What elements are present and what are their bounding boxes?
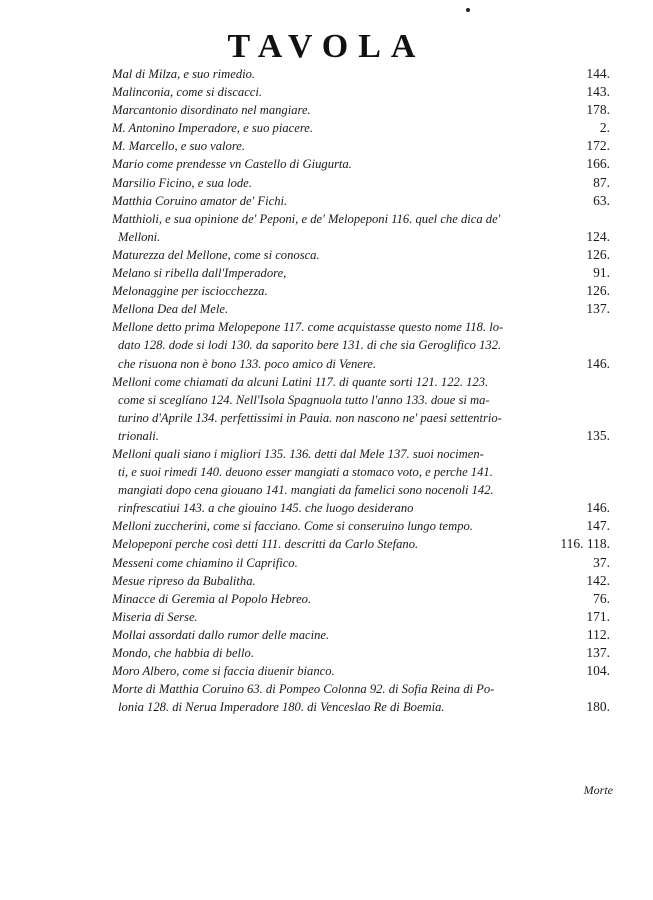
index-line [112, 336, 610, 354]
entry-text: Maturezza del Mellone, come si conosca. [112, 247, 320, 262]
index-entry [112, 210, 610, 246]
page-number: 147. [586, 518, 610, 534]
page-number: 146. [586, 500, 610, 516]
index-line [112, 608, 610, 626]
index-line [112, 590, 610, 608]
index-entry [112, 572, 610, 590]
page-number: 166. [586, 156, 610, 172]
index-line [112, 662, 610, 680]
index-line [112, 318, 610, 336]
page-number: 171. [586, 608, 610, 624]
entry-text: mangiati dopo cena giouano 141. mangiati da famelici sono nocenoli 142. [118, 483, 494, 498]
page-number: 76. [593, 590, 610, 606]
page-number: 144. [586, 66, 610, 81]
page-number: 137. [586, 301, 610, 317]
index-entry [112, 101, 610, 119]
index-entry [112, 644, 610, 662]
index-line [112, 174, 610, 192]
index-entry [112, 192, 610, 210]
index-line [112, 409, 610, 427]
index-list [112, 65, 610, 716]
index-line [112, 499, 610, 517]
index-line [112, 264, 610, 282]
index-entry [112, 318, 610, 372]
index-entry [112, 264, 610, 282]
entry-text: Mario come prendesse vn Castello di Giugurta. [112, 157, 352, 172]
index-entry [112, 119, 610, 137]
page-number: 137. [586, 645, 610, 660]
entry-text: Melloni zuccherini, come si facciano. Come si conseruino lungo tempo. [112, 519, 473, 534]
index-entry [112, 155, 610, 173]
page-number: 172. [586, 138, 610, 154]
index-line [112, 517, 610, 535]
index-line [112, 83, 610, 101]
page-number: 178. [586, 102, 610, 118]
entry-text: Melloni quali siano i migliori 135. 136. detti dal Mele 137. suoi nocimen- [112, 446, 484, 461]
index-line [112, 282, 610, 300]
entry-text: turino d'Aprile 134. perfettissimi in Pauia. non nascono ne' paesi settentrio- [118, 410, 502, 425]
entry-text: Messeni come chiamino il Caprifico. [112, 555, 298, 570]
index-entry [112, 174, 610, 192]
index-line [112, 373, 610, 391]
index-line [112, 391, 610, 409]
index-entry [112, 137, 610, 155]
page-number: 116. 118. [560, 536, 610, 552]
index-line [112, 155, 610, 173]
index-entry [112, 608, 610, 626]
entry-text: Mellona Dea del Mele. [112, 302, 229, 317]
index-line [112, 355, 610, 373]
page-number: 91. [593, 265, 610, 281]
index-entry [112, 65, 610, 83]
page-number: 2. [599, 120, 610, 136]
entry-text: Malinconia, come si discacci. [112, 85, 263, 100]
index-entry [112, 517, 610, 535]
index-line [112, 644, 610, 662]
index-entry [112, 680, 610, 716]
index-line [112, 535, 610, 553]
page-number: 37. [593, 554, 610, 570]
page-number: 146. [586, 355, 610, 371]
entry-text: lonia 128. di Nerua Imperadore 180. di Venceslao Re di Boemia. [118, 700, 445, 715]
entry-text: Melano si ribella dall'Imperadore, [112, 266, 287, 281]
index-line [112, 698, 610, 716]
entry-text: Marsilio Ficino, e sua lode. [112, 175, 252, 190]
entry-text: Melopeponi perche così detti 111. descritti da Carlo Stefano. [112, 537, 419, 552]
index-line [112, 228, 610, 246]
index-entry [112, 626, 610, 644]
entry-text: ti, e suoi rimedi 140. deuono esser mangiati a stomaco voto, e perche 141. [118, 465, 493, 480]
entry-text: Melonaggine per isciocchezza. [112, 284, 268, 299]
entry-text: Mal di Milza, e suo rimedio. [112, 67, 256, 81]
page-number: 124. [586, 228, 610, 244]
page-title: TAVOLA [227, 28, 426, 65]
entry-text: M. Antonino Imperadore, e suo piacere. [112, 121, 313, 136]
entry-text: Mellone detto prima Melopepone 117. come acquistasse questo nome 118. lo- [112, 320, 504, 335]
entry-text: M. Marcello, e suo valore. [112, 139, 246, 154]
index-entry [112, 554, 610, 572]
entry-text: Mesue ripreso da Bubalitha. [112, 573, 256, 588]
index-line [112, 626, 610, 644]
index-entry [112, 445, 610, 517]
index-entry [112, 535, 610, 553]
index-line [112, 572, 610, 590]
index-line [112, 481, 610, 499]
entry-text: che risuona non è bono 133. poco amico di Venere. [118, 356, 377, 371]
index-line [112, 463, 610, 481]
page-number: 142. [586, 572, 610, 588]
page-number: 143. [586, 84, 610, 100]
entry-text: trionali. [118, 428, 159, 443]
entry-text: Minacce di Geremia al Popolo Hebreo. [112, 591, 312, 606]
index-line [112, 246, 610, 264]
page-number: 126. [586, 283, 610, 299]
page-number: 104. [586, 663, 610, 679]
index-line [112, 445, 610, 463]
entry-text: Matthioli, e sua opinione de' Peponi, e de' Melopeponi 116. quel che dica de' [112, 211, 501, 226]
index-line [112, 119, 610, 137]
entry-text: Marcantonio disordinato nel mangiare. [112, 103, 311, 118]
index-line [112, 192, 610, 210]
index-entry [112, 590, 610, 608]
index-entry [112, 282, 610, 300]
catchword: Morte [583, 783, 613, 797]
index-line [112, 210, 610, 228]
entry-text: come si sceglíano 124. Nell'Isola Spagnuola tutto l'anno 133. doue si ma- [118, 392, 490, 407]
page-number: 63. [593, 192, 610, 208]
index-entry [112, 373, 610, 445]
ink-speck [466, 8, 470, 12]
page-number: 135. [586, 427, 610, 443]
index-line [112, 101, 610, 119]
entry-text: Miseria di Serse. [112, 609, 198, 624]
entry-text: Melloni come chiamati da alcuni Latini 117. di quante sorti 121. 122. 123. [112, 374, 489, 389]
page-number: 112. [586, 626, 610, 642]
index-line [112, 137, 610, 155]
index-line [112, 65, 610, 83]
entry-text: Matthia Coruino amator de' Fichi. [112, 193, 288, 208]
entry-text: Mollai assordati dallo rumor delle macine. [112, 627, 330, 642]
index-line [112, 427, 610, 445]
index-line [112, 554, 610, 572]
entry-text: rinfrescatiui 143. a che giouino 145. che luogo desiderano [118, 501, 414, 516]
index-line [112, 300, 610, 318]
entry-text: Mondo, che habbia di bello. [112, 646, 255, 660]
index-line [112, 680, 610, 698]
page-number: 87. [593, 174, 610, 190]
page-number: 126. [586, 246, 610, 262]
index-entry [112, 246, 610, 264]
index-entry [112, 300, 610, 318]
index-entry [112, 662, 610, 680]
entry-text: Melloni. [118, 229, 161, 244]
entry-text: Moro Albero, come si faccia diuenir bianco. [112, 664, 335, 679]
entry-text: dato 128. dode si lodi 130. da saporito bere 131. di che sia Geroglifico 132. [118, 338, 502, 353]
entry-text: Morte di Matthia Coruino 63. di Pompeo Colonna 92. di Sofia Reina di Po- [112, 682, 495, 697]
index-entry [112, 83, 610, 101]
page-number: 180. [586, 699, 610, 715]
